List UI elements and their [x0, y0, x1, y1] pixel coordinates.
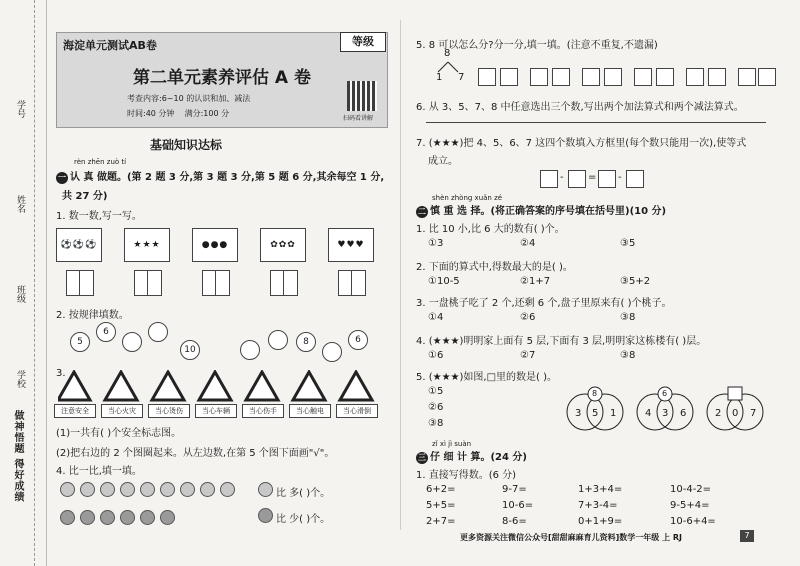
sign-label: 当心伤手 — [242, 404, 284, 418]
sequence-circle[interactable] — [268, 330, 288, 350]
answer-box[interactable] — [540, 170, 558, 188]
calc-item: 2+7= — [426, 516, 456, 527]
peach-icon — [258, 482, 273, 497]
answer-box[interactable] — [604, 68, 622, 86]
cut-line — [34, 0, 35, 566]
grade-box: 等级 — [340, 32, 386, 52]
part1-pinyin: rèn zhēn zuò tí — [74, 158, 127, 166]
picture-balls: ●●● — [192, 228, 238, 262]
part-number-icon: 二 — [418, 207, 426, 216]
part1-heading-cont: 共 27 分) — [62, 191, 108, 202]
answer-box[interactable] — [598, 170, 616, 188]
venn-value: 6 — [662, 389, 668, 398]
sequence-circle: 6 — [348, 330, 368, 350]
picture-soccer-balls: ⚽⚽⚽ — [56, 228, 102, 262]
sign-label: 当心滑倒 — [336, 404, 378, 418]
part-number-icon: 三 — [418, 453, 426, 462]
venn-value: 3 — [575, 408, 582, 419]
qr-label: 扫码看讲解 — [343, 115, 374, 122]
answer-box[interactable] — [582, 68, 600, 86]
sequence-circle[interactable] — [322, 342, 342, 362]
question-7: 7. (★★★)把 4、5、6、7 这四个数填入方框里(每个数只能用一次),使等式 — [416, 138, 747, 149]
warning-triangle-icon — [293, 372, 325, 400]
answer-box[interactable] — [134, 270, 162, 296]
answer-box[interactable] — [530, 68, 548, 86]
part3-pinyin: zǐ xì jì suàn — [432, 440, 472, 448]
answer-box[interactable] — [270, 270, 298, 296]
column-divider — [400, 20, 401, 530]
mc-question: 5. (★★★)如图,□里的数是( )。 — [416, 372, 558, 383]
mc-question: 1. 比 10 小,比 6 大的数有( )个。 — [416, 224, 565, 235]
venn-value: 4 — [645, 408, 652, 419]
answer-box[interactable] — [500, 68, 518, 86]
venn-value: 6 — [680, 408, 687, 419]
sequence-circle: 10 — [180, 340, 200, 360]
answer-box[interactable] — [478, 68, 496, 86]
compare-more: 比 多( )个。 — [276, 488, 331, 499]
warning-triangle-icon — [199, 372, 231, 400]
answer-box[interactable] — [338, 270, 366, 296]
mc-option[interactable]: ②1+7 — [520, 276, 551, 287]
answer-line[interactable] — [426, 122, 766, 123]
mc-option[interactable]: ①6 — [428, 350, 444, 361]
brand-title: 海淀单元测试AB卷 — [63, 39, 157, 52]
mc-option[interactable]: ③8 — [428, 418, 444, 429]
picture-stars: ★★★ — [124, 228, 170, 262]
warning-triangle-icon — [246, 372, 278, 400]
mc-option[interactable]: ②7 — [520, 350, 536, 361]
minus-sign: - — [560, 172, 564, 183]
apple-icon — [258, 508, 273, 523]
student-id-label: 学号 — [15, 100, 25, 118]
answer-box[interactable] — [568, 170, 586, 188]
page-number: 7 — [740, 530, 754, 542]
section-banner: 基础知识达标 — [150, 138, 223, 152]
calc-item: 9-5+4= — [670, 500, 710, 511]
part-number-icon: 一 — [58, 173, 66, 182]
split-part: 7 — [458, 72, 465, 83]
warning-signs-icon — [58, 370, 388, 402]
venn-value: 1 — [610, 408, 617, 419]
calc-item: 5+5= — [426, 500, 456, 511]
part1-heading-text: 认 真 做题。(第 2 题 3 分,第 3 题 3 分,第 5 题 6 分,其余每空 1 分, — [70, 172, 385, 183]
answer-box[interactable] — [202, 270, 230, 296]
minus-sign: - — [618, 172, 622, 183]
answer-box[interactable] — [626, 170, 644, 188]
compare-less: 比 少( )个。 — [276, 514, 331, 525]
sign-label: 注意安全 — [54, 404, 96, 418]
answer-box[interactable] — [738, 68, 756, 86]
answer-box[interactable] — [66, 270, 94, 296]
mc-question: 3. 一盘桃子吃了 2 个,还剩 6 个,盘子里原来有( )个桃子。 — [416, 298, 672, 309]
picture-strawberries: ♥♥♥ — [328, 228, 374, 262]
mc-option[interactable]: ②4 — [520, 238, 536, 249]
venn-value: 5 — [592, 408, 599, 419]
picture-flowers: ✿✿✿ — [260, 228, 306, 262]
qr-code-icon[interactable] — [347, 81, 377, 111]
mc-option[interactable]: ③8 — [620, 312, 636, 323]
class-label: 班级 — [15, 285, 25, 303]
answer-box[interactable] — [634, 68, 652, 86]
sequence-circle[interactable] — [240, 340, 260, 360]
sign-label: 当心火灾 — [101, 404, 143, 418]
calc-item: 6+2= — [426, 484, 456, 495]
full-score: 满分:100 分 — [184, 109, 230, 118]
answer-box[interactable] — [656, 68, 674, 86]
venn-value: 3 — [662, 408, 669, 419]
question-3a: (1)一共有( )个安全标志图。 — [56, 428, 182, 439]
part1-heading — [56, 168, 384, 184]
question-6: 6. 从 3、5、7、8 中任意选出三个数,写出两个加法算式和两个减法算式。 — [416, 102, 744, 113]
venn-value: 7 — [750, 408, 757, 419]
exam-header — [56, 32, 388, 128]
mc-option[interactable]: ③5 — [620, 238, 636, 249]
sequence-circle: 8 — [296, 332, 316, 352]
part3-heading-text: 仔 细 计 算。(24 分) — [430, 452, 527, 463]
question-7-cont: 成立。 — [428, 156, 458, 167]
sequence-circle: 5 — [70, 332, 90, 352]
part2-heading — [416, 202, 666, 218]
calc-item: 10-6= — [502, 500, 534, 511]
venn-value: 8 — [592, 389, 598, 398]
venn-value: 2 — [715, 408, 722, 419]
warning-triangle-icon — [152, 372, 184, 400]
mc-option[interactable]: ①10-5 — [428, 276, 460, 287]
answer-box[interactable] — [758, 68, 776, 86]
slogan: 做神悟题 得好成绩 — [12, 410, 23, 503]
sequence-circle[interactable] — [148, 322, 168, 342]
sign-label: 当心烫伤 — [148, 404, 190, 418]
sequence-circle[interactable] — [122, 332, 142, 352]
binding-sidebar — [0, 0, 47, 566]
warning-triangle-icon — [105, 372, 137, 400]
venn-value: 0 — [732, 408, 739, 419]
equals-sign: = — [588, 172, 597, 183]
question-4: 4. 比一比,填一填。 — [56, 466, 142, 477]
mc-option[interactable]: ③5+2 — [620, 276, 651, 287]
sequence-circle: 6 — [96, 322, 116, 342]
calc-item: 8-6= — [502, 516, 527, 527]
exam-meta — [127, 108, 229, 119]
answer-box[interactable] — [686, 68, 704, 86]
exam-scope: 考查内容:6~10 的认识和加、减法 — [127, 94, 251, 103]
part2-pinyin: shèn zhòng xuǎn zé — [432, 194, 503, 202]
mc-option[interactable]: ①4 — [428, 312, 444, 323]
mc-question: 2. 下面的算式中,得数最大的是( )。 — [416, 262, 573, 273]
calc-question: 1. 直接写得数。(6 分) — [416, 470, 517, 481]
mc-question: 4. (★★★)明明家上面有 5 层,下面有 3 层,明明家这栋楼有( )层。 — [416, 336, 707, 347]
part2-heading-text: 慎 重 选 择。(将正确答案的序号填在括号里)(10 分) — [430, 206, 667, 217]
calc-item: 9-7= — [502, 484, 527, 495]
sign-label: 当心触电 — [289, 404, 331, 418]
question-1: 1. 数一数,写一写。 — [56, 211, 142, 222]
answer-box[interactable] — [708, 68, 726, 86]
page-title: 第二单元素养评估 A 卷 — [133, 68, 311, 88]
warning-triangle-icon — [58, 372, 90, 400]
school-label: 学校 — [15, 370, 25, 388]
mc-option[interactable]: ①5 — [428, 386, 444, 397]
calc-item: 7+3-4= — [578, 500, 618, 511]
mc-option[interactable]: ③8 — [620, 350, 636, 361]
warning-triangle-icon — [340, 372, 372, 400]
calc-item: 1+3+4= — [578, 484, 623, 495]
question-3: 3. — [56, 368, 66, 379]
mc-option[interactable]: ②6 — [520, 312, 536, 323]
split-total: 8 — [444, 48, 451, 59]
mc-option[interactable]: ②6 — [428, 402, 444, 413]
question-5-split: 5. 8 可以怎么分?分一分,填一填。(注意不重复,不遗漏) — [416, 40, 658, 51]
answer-box[interactable] — [552, 68, 570, 86]
question-2: 2. 按规律填数。 — [56, 310, 129, 321]
footer-text: 更多资源关注微信公众号[甜甜麻麻育儿资料]数学一年级 上 RJ — [460, 533, 683, 542]
calc-item: 0+1+9= — [578, 516, 623, 527]
sign-label: 当心车辆 — [195, 404, 237, 418]
mc-option[interactable]: ①3 — [428, 238, 444, 249]
question-3b: (2)把右边的 2 个图圈起来。从左边数,在第 5 个图下面画"√"。 — [56, 448, 335, 459]
part3-heading — [416, 448, 527, 464]
calc-item: 10-6+4= — [670, 516, 716, 527]
calc-item: 10-4-2= — [670, 484, 712, 495]
name-label: 姓名 — [15, 195, 25, 213]
time-limit: 时间:40 分钟 — [127, 109, 175, 118]
split-part: 1 — [436, 72, 443, 83]
